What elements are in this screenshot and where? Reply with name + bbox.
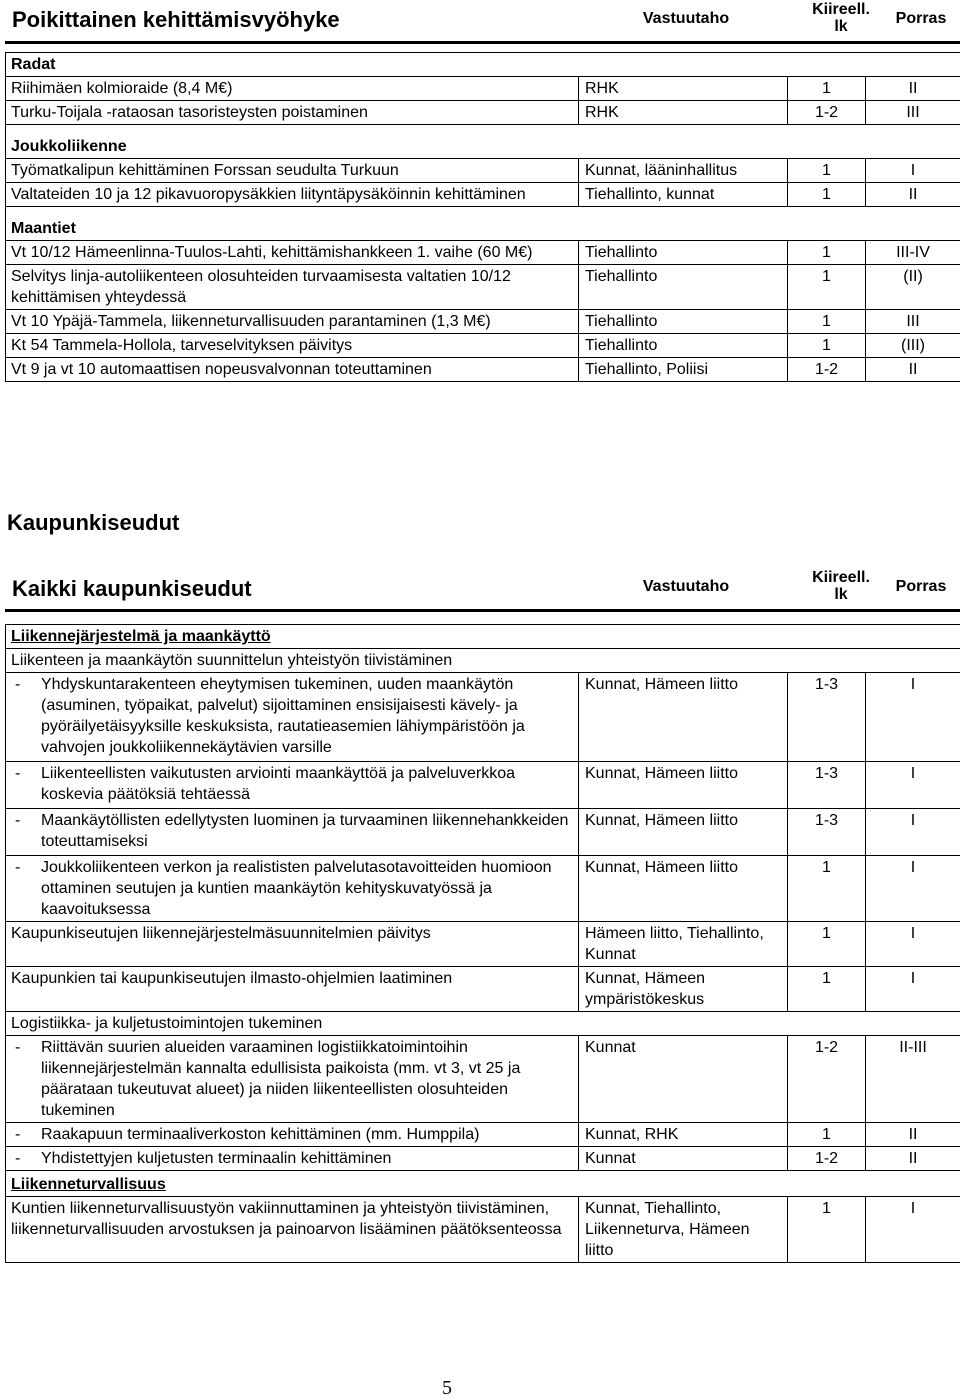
table-row — [6, 310, 960, 334]
header-title: Kaikki kaupunkiseudut — [12, 576, 252, 602]
list-item — [6, 1123, 960, 1147]
table-row — [6, 101, 960, 125]
list-item — [6, 856, 960, 922]
measures-table-urban — [5, 624, 960, 1263]
header-responsible: Vastuutaho — [640, 10, 732, 27]
table-row — [6, 265, 960, 310]
responsible-cell: Tiehallinto — [579, 265, 788, 310]
urgency-cell: 1 — [788, 967, 866, 1012]
header-rule — [5, 41, 960, 44]
phase-cell: II-III — [866, 1036, 960, 1123]
table-row — [6, 241, 960, 265]
measure-text: Vt 10 Ypäjä-Tammela, liikenneturvallisuuden parantaminen (1,3 M€) — [6, 310, 579, 334]
dash-bullet: - — [11, 763, 41, 805]
responsible-cell: Kunnat, Hämeen ympäristökeskus — [579, 967, 788, 1012]
phase-cell: I — [866, 856, 960, 922]
measure-text: Selvitys linja-autoliikenteen olosuhteiden turvaamisesta valtatien 10/12 kehittämisen yhteydessä — [6, 265, 579, 310]
responsible-cell: Kunnat, Hämeen liitto — [579, 673, 788, 762]
phase-cell: II — [866, 358, 960, 382]
section-heading: Joukkoliikenne — [6, 125, 960, 159]
section-row — [6, 625, 960, 649]
responsible-cell: Tiehallinto — [579, 310, 788, 334]
urgency-cell: 1-3 — [788, 673, 866, 762]
urgency-cell: 1 — [788, 856, 866, 922]
urgency-cell: 1 — [788, 334, 866, 358]
table-row — [6, 358, 960, 382]
measure-text: Vt 9 ja vt 10 automaattisen nopeusvalvonnan toteuttaminen — [6, 358, 579, 382]
measure-text: Vt 10/12 Hämeenlinna-Tuulos-Lahti, kehittämishankkeen 1. vaihe (60 M€) — [6, 241, 579, 265]
phase-cell: I — [866, 762, 960, 809]
responsible-cell: Kunnat, Hämeen liitto — [579, 762, 788, 809]
urgency-cell: 1 — [788, 1123, 866, 1147]
responsible-cell: Kunnat, lääninhallitus — [579, 159, 788, 183]
header-urgency: Kiireell. lk — [806, 1, 876, 35]
urgency-cell: 1-3 — [788, 809, 866, 856]
list-item — [6, 762, 960, 809]
phase-cell: I — [866, 159, 960, 183]
measure-text: Kuntien liikenneturvallisuustyön vakiinnuttaminen ja yhteistyön tiivistäminen, liikenneturvallisuuden arvostuksen ja painoarvon lisääminen päätöksenteossa — [6, 1197, 579, 1263]
phase-cell: (II) — [866, 265, 960, 310]
responsible-cell: RHK — [579, 101, 788, 125]
table-row — [6, 967, 960, 1012]
phase-cell: II — [866, 1147, 960, 1171]
section-row — [6, 53, 960, 77]
measure-text: Yhdyskuntarakenteen eheytymisen tukeminen, uuden maankäytön (asuminen, työpaikat, palvelut) sijoittaminen ensisijaisesti kävely- ja pyöräilyetäisyyksille keskuksista, rautatieasemien lähiympäristöön ja vahvojen joukkoliikennekäytävien varsille — [41, 674, 573, 758]
table-header-urban — [0, 568, 960, 612]
urgency-cell: 1-3 — [788, 762, 866, 809]
responsible-cell: Tiehallinto, Poliisi — [579, 358, 788, 382]
table-header-transverse — [0, 0, 960, 44]
subsection-heading: Liikenteen ja maankäytön suunnittelun yhteistyön tiivistäminen — [6, 649, 960, 673]
list-item — [6, 1147, 960, 1171]
dash-bullet: - — [11, 857, 41, 920]
table-row — [6, 183, 960, 207]
urgency-cell: 1 — [788, 77, 866, 101]
phase-cell: I — [866, 922, 960, 967]
measure-text: Työmatkalipun kehittäminen Forssan seudulta Turkuun — [6, 159, 579, 183]
dash-bullet: - — [11, 674, 41, 758]
section-row — [6, 1171, 960, 1197]
responsible-cell: Tiehallinto — [579, 334, 788, 358]
section-row — [6, 125, 960, 159]
measure-text: Kt 54 Tammela-Hollola, tarveselvityksen päivitys — [6, 334, 579, 358]
measure-text: Maankäytöllisten edellytysten luominen ja turvaaminen liikennehankkeiden toteuttamiseksi — [41, 810, 573, 852]
table-row — [6, 334, 960, 358]
section-heading: Liikennejärjestelmä ja maankäyttö — [6, 625, 960, 649]
urgency-cell: 1 — [788, 922, 866, 967]
subsection-row — [6, 649, 960, 673]
page-number: 5 — [442, 1377, 452, 1400]
responsible-cell: Tiehallinto, kunnat — [579, 183, 788, 207]
responsible-cell: Tiehallinto — [579, 241, 788, 265]
urgency-cell: 1-2 — [788, 101, 866, 125]
phase-cell: III — [866, 310, 960, 334]
table-row — [6, 1197, 960, 1263]
urgency-cell: 1-2 — [788, 1147, 866, 1171]
urgency-cell: 1 — [788, 265, 866, 310]
urgency-cell: 1 — [788, 159, 866, 183]
list-item — [6, 673, 960, 762]
urgency-cell: 1-2 — [788, 358, 866, 382]
phase-cell: I — [866, 673, 960, 762]
table-row — [6, 77, 960, 101]
section-heading: Maantiet — [6, 207, 960, 241]
subsection-row — [6, 1012, 960, 1036]
measure-text: Kaupunkien tai kaupunkiseutujen ilmasto-ohjelmien laatiminen — [6, 967, 579, 1012]
dash-bullet: - — [11, 1124, 41, 1145]
header-responsible: Vastuutaho — [640, 578, 732, 595]
responsible-cell: RHK — [579, 77, 788, 101]
responsible-cell: Kunnat, Hämeen liitto — [579, 809, 788, 856]
responsible-cell: Kunnat, Tiehallinto, Liikenneturva, Hämeen liitto — [579, 1197, 788, 1263]
dash-bullet: - — [11, 810, 41, 852]
measure-text: Turku-Toijala -rataosan tasoristeysten poistaminen — [6, 101, 579, 125]
dash-bullet: - — [11, 1148, 41, 1169]
phase-cell: II — [866, 183, 960, 207]
phase-cell: II — [866, 1123, 960, 1147]
phase-cell: I — [866, 1197, 960, 1263]
section-row — [6, 207, 960, 241]
table-row — [6, 922, 960, 967]
urgency-cell: 1 — [788, 241, 866, 265]
responsible-cell: Kunnat — [579, 1147, 788, 1171]
header-phase: Porras — [888, 10, 954, 27]
responsible-cell: Kunnat, RHK — [579, 1123, 788, 1147]
phase-cell: (III) — [866, 334, 960, 358]
responsible-cell: Kunnat — [579, 1036, 788, 1123]
urgency-cell: 1 — [788, 310, 866, 334]
phase-cell: I — [866, 809, 960, 856]
phase-cell: I — [866, 967, 960, 1012]
header-urgency: Kiireell. lk — [806, 569, 876, 603]
section-title: Kaupunkiseudut — [7, 510, 179, 536]
table-row — [6, 159, 960, 183]
header-title: Poikittainen kehittämisvyöhyke — [12, 7, 340, 33]
responsible-cell: Kunnat, Hämeen liitto — [579, 856, 788, 922]
subsection-heading: Logistiikka- ja kuljetustoimintojen tukeminen — [6, 1012, 960, 1036]
measure-text: Kaupunkiseutujen liikennejärjestelmäsuunnitelmien päivitys — [6, 922, 579, 967]
list-item — [6, 1036, 960, 1123]
measure-text: Riihimäen kolmioraide (8,4 M€) — [6, 77, 579, 101]
measure-text: Joukkoliikenteen verkon ja realististen palvelutasotavoitteiden huomioon ottaminen seutujen ja kuntien maankäytön kehityskuvatyössä ja kaavoituksessa — [41, 857, 573, 920]
measure-text: Valtateiden 10 ja 12 pikavuoropysäkkien liityntäpysäköinnin kehittäminen — [6, 183, 579, 207]
responsible-cell: Hämeen liitto, Tiehallinto, Kunnat — [579, 922, 788, 967]
header-phase: Porras — [888, 578, 954, 595]
section-heading: Radat — [6, 53, 960, 77]
measure-text: Liikenteellisten vaikutusten arviointi maankäyttöä ja palveluverkkoa koskevia päätöksiä tehtäessä — [41, 763, 573, 805]
header-rule — [5, 609, 960, 612]
phase-cell: III-IV — [866, 241, 960, 265]
dash-bullet: - — [11, 1037, 41, 1121]
measure-text: Riittävän suurien alueiden varaaminen logistiikkatoimintoihin liikennejärjestelmän kannalta edullisista paikoista (mm. vt 3, vt 25 ja päärataan tukeutuvat alueet) ja niiden liikenteellisten olosuhteiden tukeminen — [41, 1037, 573, 1121]
list-item — [6, 809, 960, 856]
measure-text: Yhdistettyjen kuljetusten terminaalin kehittäminen — [41, 1148, 573, 1169]
section-heading: Liikenneturvallisuus — [6, 1171, 960, 1197]
urgency-cell: 1-2 — [788, 1036, 866, 1123]
phase-cell: III — [866, 101, 960, 125]
phase-cell: II — [866, 77, 960, 101]
measure-text: Raakapuun terminaaliverkoston kehittäminen (mm. Humppila) — [41, 1124, 573, 1145]
urgency-cell: 1 — [788, 1197, 866, 1263]
urgency-cell: 1 — [788, 183, 866, 207]
measures-table-transverse — [5, 52, 960, 382]
